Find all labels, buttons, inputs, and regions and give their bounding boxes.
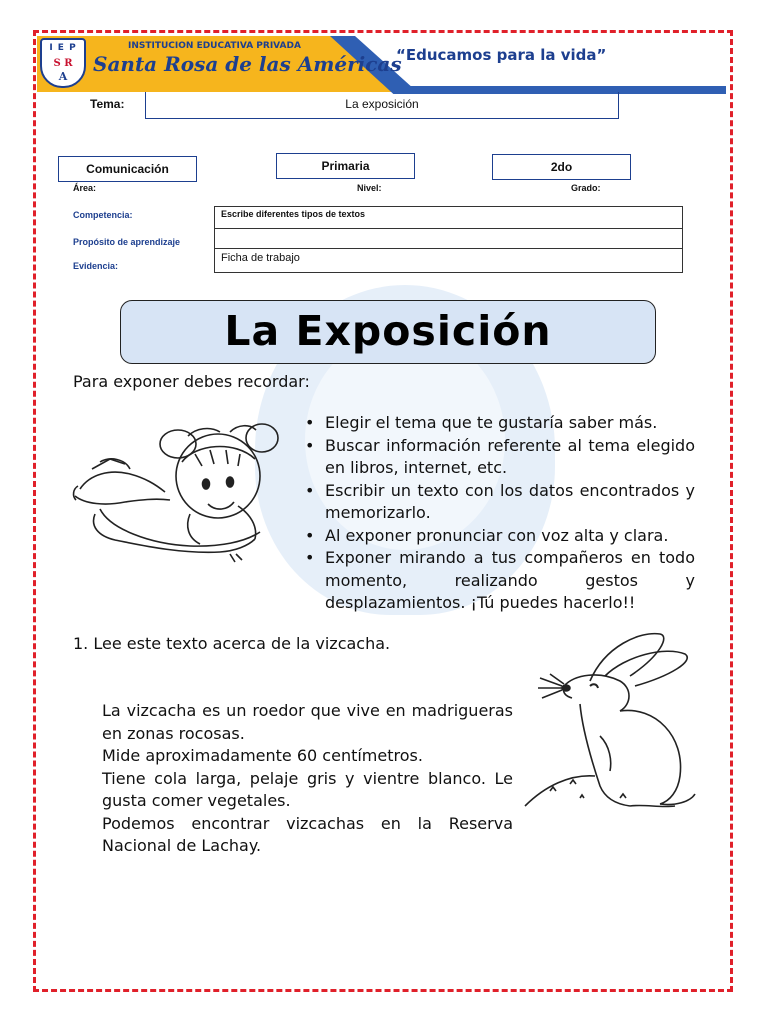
paragraph: Tiene cola larga, pelaje gris y vientre blanco. Le gusta comer vegetales. — [102, 768, 513, 810]
nivel-label: Nivel: — [357, 183, 382, 193]
tema-label: Tema: — [90, 97, 125, 111]
logo-initial-a: A — [58, 70, 68, 83]
school-logo — [40, 38, 86, 88]
logo-letters: I E P — [49, 43, 77, 53]
school-motto: “Educamos para la vida” — [396, 46, 607, 64]
list-item: • Buscar información referente al tema elegido en libros, internet, etc. — [303, 435, 695, 480]
list-item: • Exponer mirando a tus compañeros en todo momento, realizando gestos y desplazamientos. ¡Tú puedes hacerlo!! — [303, 547, 695, 615]
school-type: INSTITUCION EDUCATIVA PRIVADA — [128, 41, 301, 51]
paragraph: La vizcacha es un roedor que vive en madrigueras en zonas rocosas. — [102, 701, 513, 743]
school-name: Santa Rosa de las Américas — [93, 52, 402, 76]
paragraph: Podemos encontrar vizcachas en la Reserva Nacional de Lachay. — [102, 813, 513, 855]
proposito-label: Propósito de aprendizaje — [73, 237, 181, 247]
logo-initials: S R — [53, 58, 73, 69]
area-value: Comunicación — [58, 156, 197, 182]
area-label: Área: — [73, 183, 97, 193]
question-1: 1. Lee este texto acerca de la vizcacha. — [73, 634, 391, 653]
paragraph: Mide aproximadamente 60 centímetros. — [102, 746, 423, 765]
proposito-value — [215, 229, 682, 249]
list-item: • Elegir el tema que te gustaría saber más. — [303, 412, 695, 435]
evidencia-label: Evidencia: — [73, 261, 119, 271]
nivel-value: Primaria — [276, 153, 415, 179]
girl-illustration — [70, 414, 300, 574]
title-banner — [120, 300, 656, 364]
list-item: • Escribir un texto con los datos encontrados y memorizarlo. — [303, 480, 695, 525]
page-title: La Exposición — [224, 307, 552, 355]
tips-list — [303, 412, 695, 615]
intro-text: Para exponer debes recordar: — [73, 372, 310, 391]
competencia-value: Escribe diferentes tipos de textos — [215, 207, 682, 229]
list-item: • Al exponer pronunciar con voz alta y clara. — [303, 525, 695, 548]
vizcacha-illustration — [520, 626, 700, 816]
tema-value: La exposición — [145, 92, 619, 119]
competencia-label: Competencia: — [73, 210, 133, 220]
evidencia-value: Ficha de trabajo — [221, 252, 300, 264]
info-table — [214, 206, 683, 273]
grado-label: Grado: — [571, 183, 601, 193]
grado-value: 2do — [492, 154, 631, 180]
vizcacha-text — [102, 700, 513, 858]
